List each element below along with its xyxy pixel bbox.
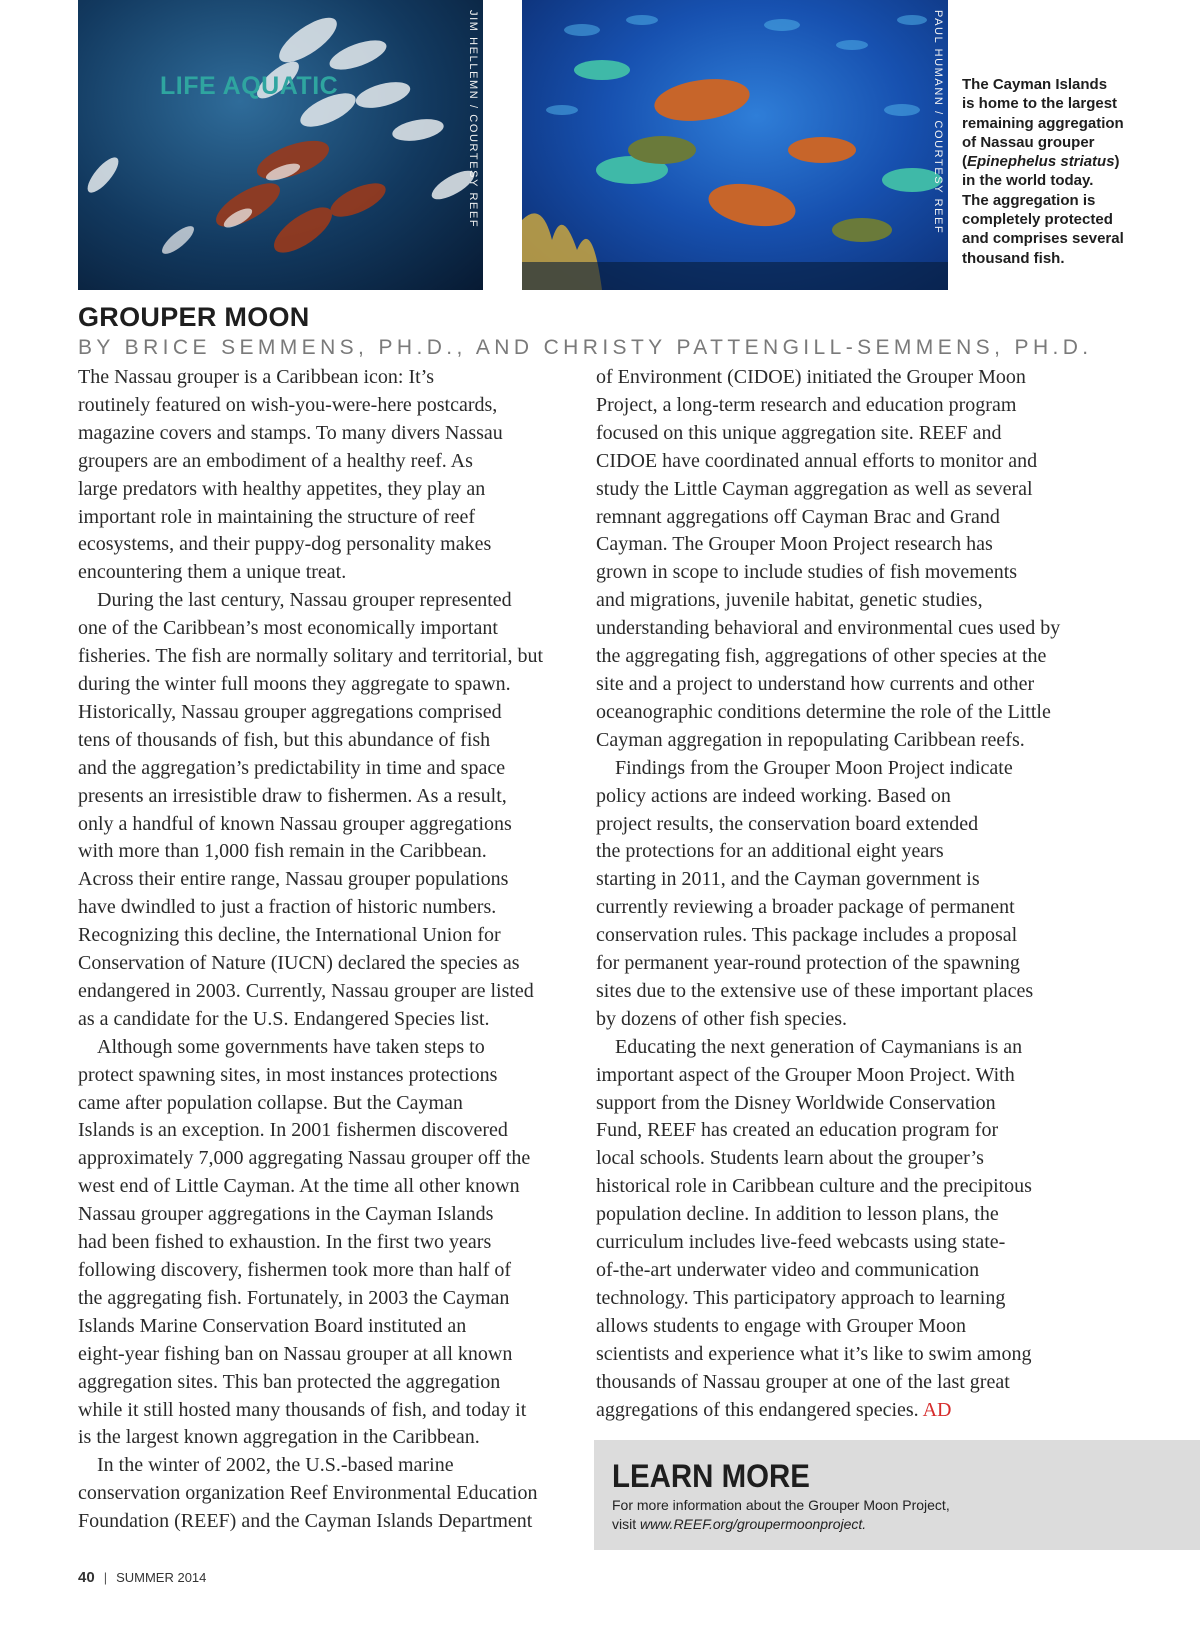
issue-label: SUMMER 2014 xyxy=(116,1570,207,1585)
paragraph: Educating the next generation of Caymanians is an important aspect of the Grouper Moon Project. With support from the Disney Worldwide Conservation Fund, REEF has created an education program for local schools. Students learn about the grouper’s historical role in Caribbean culture and the precipitous population decline. In addition to lesson plans, the curriculum includes live-feed webcasts using state- of-the-art underwater video and communication technology. This participatory approach to learning allows students to engage with Grouper Moon scientists and experience what it’s like to swim among thousands of Nassau grouper at one of the last great aggregations of this endangered species. AD xyxy=(596,1035,1032,1421)
page-number: 40 xyxy=(78,1569,95,1586)
page-footer xyxy=(78,1569,206,1586)
paragraph: Findings from the Grouper Moon Project indicate policy actions are indeed working. Based on project results, the conservation board extended the protections for an additional eight years starting in 2011, and the Cayman government is currently reviewing a broader package of permanent conservation rules. This package includes a proposal for permanent year-round protection of the spawning sites due to the extensive use of these important places by dozens of other fish species. xyxy=(596,756,1034,1030)
photo-grouper-school xyxy=(78,0,483,290)
overlay-title: LIFE AQUATIC xyxy=(160,72,339,100)
paragraph: In the winter of 2002, the U.S.-based marine conservation organization Reef Environmental Education Foundation (REEF) and the Cayman Islands Department xyxy=(78,1454,538,1533)
photo-credit-right: PAUL HUMANN / COURTESY REEF xyxy=(932,10,944,235)
paragraph: of Environment (CIDOE) initiated the Grouper Moon Project, a long-term research and education program focused on this unique aggregation site. REEF and CIDOE have coordinated annual efforts to monitor and study the Little Cayman aggregation as well as several remnant aggregations off Cayman Brac and Grand Cayman. The Grouper Moon Project research has grown in scope to include studies of fish movements and migrations, juvenile habitat, genetic studies, understanding behavioral and environmental cues used by the aggregating fish, aggregations of other species at the site and a project to understand how currents and other oceanographic conditions determine the role of the Little Cayman aggregation in repopulating Caribbean reefs. xyxy=(596,366,1061,751)
learn-more-box xyxy=(594,1440,1200,1550)
learn-more-link[interactable]: www.REEF.org/groupermoonproject. xyxy=(640,1516,867,1532)
paragraph: Although some governments have taken steps to protect spawning sites, in most instances protections came after population collapse. But the Cayman Islands is an exception. In 2001 fishermen discovered approximately 7,000 aggregating Nassau grouper off the west end of Little Cayman. At the time all other known Nassau grouper aggregations in the Cayman Islands had been fished to exhaustion. In the first two years following discovery, fishermen took more than half of the aggregating fish. Fortunately, in 2003 the Cayman Islands Marine Conservation Board instituted an eight-year fishing ban on Nassau grouper at all known aggregation sites. This ban protected the aggregation while it still hosted many thousands of fish, and today it is the largest known aggregation in the Caribbean. xyxy=(78,1035,531,1449)
reef-fish-illustration xyxy=(522,0,948,290)
paragraph: The Nassau grouper is a Caribbean icon: It’s routinely featured on wish-you-were-here postcards, magazine covers and stamps. To many divers Nassau groupers are an embodiment of a healthy reef. As large predators with healthy appetites, they play an important role in maintaining the structure of reef ecosystems, and their puppy-dog personality makes encountering them a unique treat. xyxy=(78,366,503,584)
article-title: GROUPER MOON xyxy=(78,302,310,332)
body-column-left xyxy=(78,364,575,1536)
photo-reef-fish xyxy=(522,0,948,290)
end-mark: AD xyxy=(922,1398,952,1421)
species-name: Epinephelus striatus xyxy=(967,153,1115,171)
grouper-school-illustration xyxy=(78,0,483,290)
photo-caption: The Cayman Islands is home to the largest remaining aggregation of Nassau grouper (Epinephelus striatus) in the world today. The aggregation is completely protected and comprises several thousand fish. xyxy=(962,76,1124,267)
learn-more-text: For more information about the Grouper Moon Project, visit www.REEF.org/groupermoonproject. xyxy=(612,1497,950,1532)
article-byline: BY BRICE SEMMENS, PH.D., AND CHRISTY PATTENGILL-SEMMENS, PH.D. xyxy=(78,336,1093,359)
photo-credit-left: JIM HELLEMN / COURTESY REEF xyxy=(467,10,479,229)
body-column-right xyxy=(596,364,1096,1424)
learn-more-title: LEARN MORE xyxy=(612,1458,810,1494)
footer-separator: | xyxy=(103,1570,108,1585)
paragraph: During the last century, Nassau grouper represented one of the Caribbean’s most economically important fisheries. The fish are normally solitary and territorial, but during the winter full moons they aggregate to spawn. Historically, Nassau grouper aggregations comprised tens of thousands of fish, but this abundance of fish and the aggregation’s predictability in time and space presents an irresistible draw to fishermen. As a result, only a handful of known Nassau grouper aggregations with more than 1,000 fish remain in the Caribbean. Across their entire range, Nassau grouper populations have dwindled to just a fraction of historic numbers. Recognizing this decline, the International Union for Conservation of Nature (IUCN) declared the species as endangered in 2003. Currently, Nassau grouper are listed as a candidate for the U.S. Endangered Species list. xyxy=(78,589,544,1030)
